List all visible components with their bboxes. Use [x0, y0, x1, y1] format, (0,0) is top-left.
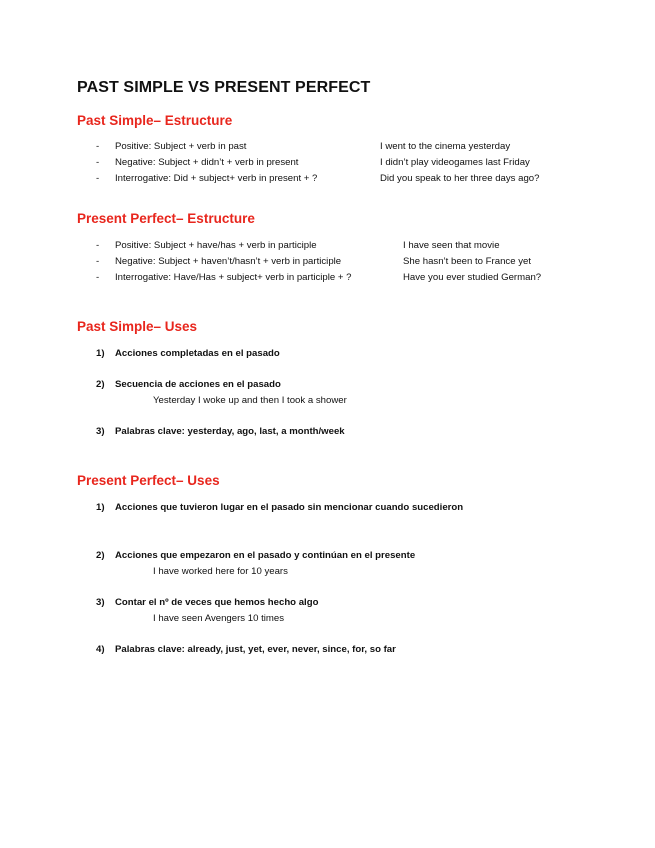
- present-perfect-use-2-example: [0, 566, 655, 580]
- rule-text: Negative: Subject + haven’t/hasn’t + verb in participle: [115, 256, 342, 267]
- use-example: Yesterday I woke up and then I took a shower: [153, 395, 347, 406]
- use-text: Contar el nº de veces que hemos hecho algo: [115, 597, 319, 608]
- bullet-dash: -: [96, 173, 100, 184]
- bullet-dash: -: [96, 256, 100, 267]
- rule-text: Negative: Subject + didn’t + verb in present: [115, 157, 299, 168]
- present-perfect-positive-row: [0, 240, 655, 254]
- rule-text: Interrogative: Have/Has + subject+ verb in participle + ?: [115, 272, 352, 283]
- use-text: Secuencia de acciones en el pasado: [115, 379, 281, 390]
- rule-text: Positive: Subject + have/has + verb in participle: [115, 240, 317, 251]
- past-simple-structure-heading: Past Simple– Estructure: [77, 113, 233, 128]
- bullet-dash: -: [96, 157, 100, 168]
- past-simple-use-3: [0, 426, 655, 440]
- present-perfect-use-3-example: [0, 613, 655, 627]
- past-simple-positive-row: [0, 141, 655, 155]
- past-simple-negative-row: [0, 157, 655, 171]
- list-number: 3): [96, 597, 105, 608]
- use-text: Acciones que empezaron en el pasado y continúan en el presente: [115, 550, 416, 561]
- example-text: I have seen that movie: [403, 240, 500, 251]
- example-text: Have you ever studied German?: [403, 272, 542, 283]
- past-simple-use-1: [0, 348, 655, 362]
- past-simple-interrogative-row: [0, 173, 655, 187]
- present-perfect-use-1: [0, 502, 655, 516]
- example-text: I went to the cinema yesterday: [380, 141, 511, 152]
- bullet-dash: -: [96, 272, 100, 283]
- use-text: Palabras clave: already, just, yet, ever, never, since, for, so far: [115, 644, 396, 655]
- present-perfect-use-3: [0, 597, 655, 611]
- bullet-dash: -: [96, 141, 100, 152]
- list-number: 1): [96, 502, 105, 513]
- example-text: I didn’t play videogames last Friday: [380, 157, 530, 168]
- past-simple-uses-heading: Past Simple– Uses: [77, 319, 198, 334]
- list-number: 3): [96, 426, 105, 437]
- past-simple-use-2: [0, 379, 655, 393]
- list-number: 2): [96, 379, 105, 390]
- present-perfect-use-4: [0, 644, 655, 658]
- list-number: 2): [96, 550, 105, 561]
- present-perfect-interrogative-row: [0, 272, 655, 286]
- use-text: Acciones que tuvieron lugar en el pasado sin mencionar cuando sucedieron: [115, 502, 464, 513]
- present-perfect-use-2: [0, 550, 655, 564]
- use-text: Palabras clave: yesterday, ago, last, a month/week: [115, 426, 345, 437]
- list-number: 1): [96, 348, 105, 359]
- rule-text: Positive: Subject + verb in past: [115, 141, 247, 152]
- use-example: I have seen Avengers 10 times: [153, 613, 285, 624]
- present-perfect-uses-heading: Present Perfect– Uses: [77, 473, 220, 488]
- example-text: She hasn’t been to France yet: [403, 256, 531, 267]
- list-number: 4): [96, 644, 105, 655]
- use-example: I have worked here for 10 years: [153, 566, 288, 577]
- present-perfect-structure-heading: Present Perfect– Estructure: [77, 211, 255, 226]
- use-text: Acciones completadas en el pasado: [115, 348, 280, 359]
- page-title: PAST SIMPLE VS PRESENT PERFECT: [77, 79, 371, 96]
- bullet-dash: -: [96, 240, 100, 251]
- past-simple-use-2-example: [0, 395, 655, 409]
- rule-text: Interrogative: Did + subject+ verb in present + ?: [115, 173, 318, 184]
- present-perfect-negative-row: [0, 256, 655, 270]
- example-text: Did you speak to her three days ago?: [380, 173, 540, 184]
